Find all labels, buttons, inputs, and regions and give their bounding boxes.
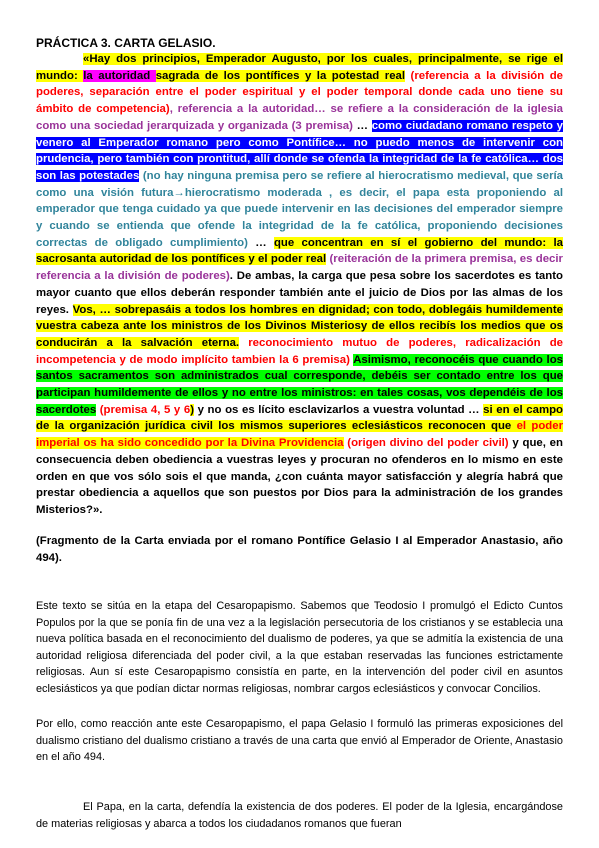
quote-segment: que concentran en sí el gobierno del mundo: la sacrosanta autoridad de los pontífices y el poder real [36,236,563,266]
quote-segment: y no os es lícito esclavizarlos a vuestra voluntad … [194,403,484,416]
quote-segment: (reiteración de la primera premisa, es decir referencia a la división de poderes) [36,253,563,283]
quote-segment: , referencia a la autoridad… se refiere a la consideración de la iglesia como una sociedad jerarquizada y organizada (3 premisa) [36,103,563,132]
quote-segment: … [352,119,372,132]
commentary-paragraph-2: Por ello, como reacción ante este Cesaropapismo, el papa Gelasio I formuló las primeras exposiciones del dualismo cristiano del dualismo cristiano a través de una carta que envió al Emperador de Oriente, Anastasio en el año 494. [36,718,563,764]
commentary-paragraph-1: Este texto se sitúa en la etapa del Cesaropapismo. Sabemos que Teodosio I promulgó el Edicto Cuntos Populos por la que se ponía fin de una vez a la legislación persecutoria de los cristianos y se establecia una nueva política basada en el reconocimiento del dualismo de poderes, ya que se admitía la existencia de una autoridad religiosa diferenciada del poder civil, a la que estaban reservadas las funciones estrictamente religiosas. Aun sí este Cesaropapismo consistía en parte, en la intervención del poder civil en asuntos eclesiásticos ya que podían dictar normas religiosas, nombrar cargos eclesiásticos y convocar Concilios. [36,600,563,695]
quote-segment: «Hay dos principios, Emperador Augusto, por los cuales, principalmente, se rige el mundo: [36,53,563,82]
document-title: PRÁCTICA 3. CARTA GELASIO. [36,36,216,50]
commentary-paragraph-3: El Papa, en la carta, defendía la existencia de dos poderes. El poder de la Iglesia, encargándose de materias religiosas y abarca a todos los ciudadanos romanos que fueran [36,801,563,830]
quote-segment: sagrada de los pontífices y la potestad real [155,69,406,82]
quote-segment: … [247,236,274,249]
quote-segment: . De ambas, la carga que pesa sobre los sacerdotes es tanto mayor cuanto que ellos deberán responder también ante el juicio de Dios por las almas de los reyes. [36,270,563,316]
quote-segment: si en el campo de la organización jurídica civil los mismos superiores eclesiásticos reconocen que [36,403,563,433]
quote-segment: la autoridad [83,69,156,82]
quote-segment: (referencia a la división de poderes, separación entre el poder espiritual y el poder temporal donde cada uno tiene su ámbito de competencia) [36,69,563,116]
quote-segment: y que, en consecuencia deben obediencia a vuestras leyes y procuran no ofenderos en lo mismo en este orden en que vos sólo sois el que manda, ¿con cuánta mayor satisfacción y alegría habrá que prestar obediencia a aquellos que son puestos por Dios para la administración de los grandes Misterios?». [36,437,563,516]
quote-segment: Asimismo, reconocéis que cuando los santos sacramentos son administrados cual corresponde, debéis ser contado entre los que participan humildemente de ellos y no entre los ministros: en tales cosas, vos dependéis de los sacerdotes [36,353,563,416]
quote-segment: el poder imperial os ha sido concedido por la Divina Providencia [36,420,564,450]
quote-segment: reconocimiento mutuo de poderes, radicalización de incompetencia y de modo implícito tambien la 6 premisa) [36,336,563,366]
quote-segment: Vos, … sobrepasáis a todos los hombres en dignidad; con todo, doblegáis humildemente vuestra cabeza ante los ministros de los Divinos Misteriosy de ellos recibís los medios que os conducirán a la salvación eterna. [36,303,563,349]
quote-segment: (origen divino del poder civil) [343,437,509,450]
quote-segment: (no hay ninguna premisa pero se refiere al hierocratismo medieval, que sería como una visión futura→hierocratismo moderada , es decir, el papa esta proponiendo al emperador que tenga cuidado ya que puede intervenir en las decisiones del emperador siempre y cuando se entienda que ofende la integridad de la fe católica, proponiendo decisiones correctas de obligado cumplimiento) [36,169,563,249]
quote-segment: como ciudadano romano respeto y venero al Emperador romano pero como Pontífice… no puedo menos de intervenir con prudencia, pero también con prontitud, allí donde se ofenda la integridad de la fe católica… dos son las potestades [36,119,563,182]
letter-source-citation: (Fragmento de la Carta enviada por el romano Pontífice Gelasio I al Emperador Anastasio, año 494). [36,535,563,564]
quote-segment: ) [190,403,194,416]
quote-segment: (premisa 4, 5 y 6 [96,403,191,416]
letter-quote [36,51,563,519]
